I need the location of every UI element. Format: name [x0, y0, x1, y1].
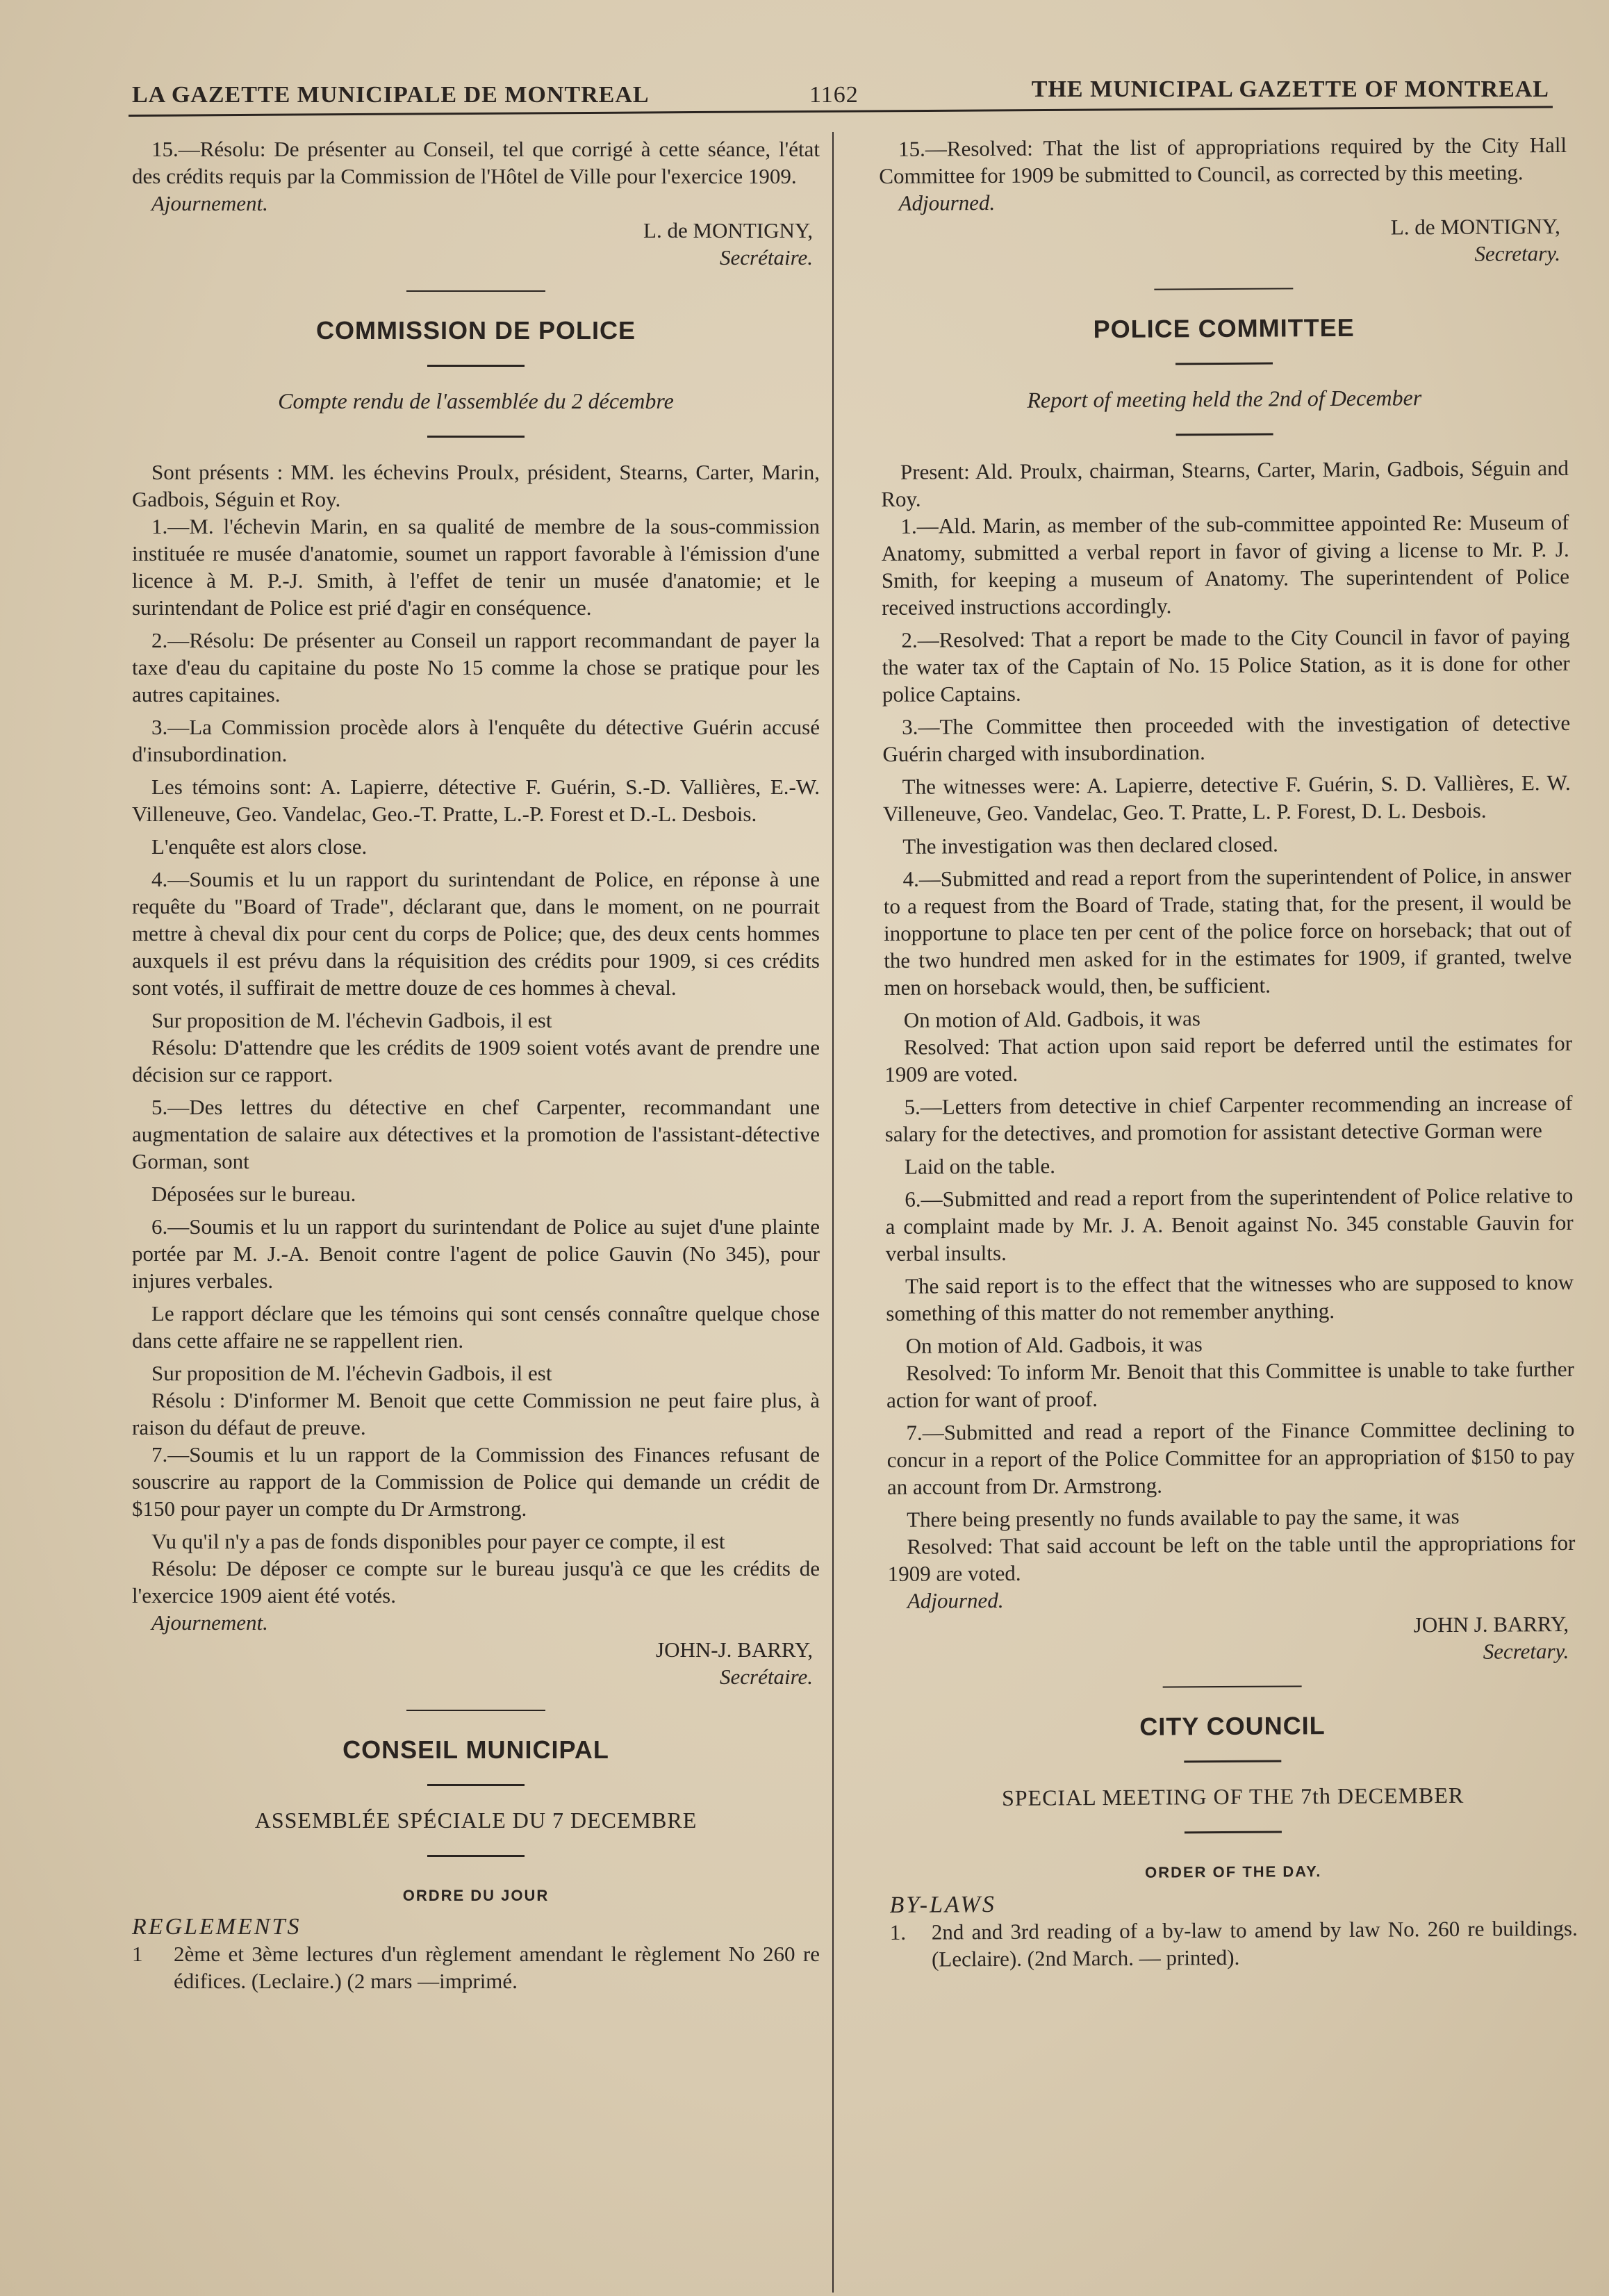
fr-item-5: 5.—Des lettres du détective en chef Carpenter, recommandant une augmentation de salaire aux détectives et la promotion de l'assistant-détective Gorman, sont	[132, 1095, 820, 1173]
fr-divider-5	[427, 1784, 525, 1786]
fr-item-4-motion: Sur proposition de M. l'échevin Gadbois, il est	[151, 1008, 552, 1032]
page-header	[132, 76, 1549, 124]
en-item-6: 6.—Submitted and read a report from the superintendent of Police relative to a complaint made by Mr. J. A. Benoit against No. 345 constable Gauvin for verbal insults.	[885, 1182, 1574, 1266]
en-divider-1	[1154, 288, 1293, 290]
fr-adjournment-1: Ajournement.	[151, 191, 268, 215]
en-item-5: 5.—Letters from detective in chief Carpenter recommending an increase of salary for the detectives, and promotion for assistant detective Gorman were	[884, 1090, 1573, 1146]
en-police-subtitle: Report of meeting held the 2nd of December	[1027, 385, 1422, 413]
en-item-7: 7.—Submitted and read a report of the Finance Committee declining to concur in a report of the Police Committee for an appropriation of $150 to pay an account from Dr. Armstrong.	[886, 1416, 1575, 1499]
fr-order-of-day: ORDRE DU JOUR	[402, 1887, 550, 1904]
fr-item-6-motion: Sur proposition de M. l'échevin Gadbois, il est	[151, 1361, 552, 1385]
en-signature-2-title: Secretary.	[1483, 1638, 1569, 1664]
fr-signature-1-title: Secrétaire.	[720, 245, 813, 270]
english-column	[879, 131, 1578, 1973]
fr-item-3-witnesses: Les témoins sont: A. Lapierre, détective F. Guérin, S.-D. Vallières, E.-W. Villeneuve, Geo. Vandelac, Geo.-T. Pratte, L.-P. Forest et D.-L. Desbois.	[132, 775, 820, 826]
en-council-subtitle: SPECIAL MEETING OF THE 7th DECEMBER	[1001, 1782, 1464, 1810]
fr-police-title: COMMISSION DE POLICE	[315, 316, 636, 345]
fr-item-4: 4.—Soumis et lu un rapport du surintendant de Police, en réponse à une requête du "Board of Trade", déclarant que, dans le moment, on ne pourrait mettre à cheval dix pour cent du corps de Police; que, des deux cents hommes auxquels il est prévu dans la réquisition des crédits pour 1909, si ces crédits sont votés, il suffirait de mettre douze de ces hommes à cheval.	[132, 867, 820, 1000]
fr-item-3: 3.—La Commission procède alors à l'enquête du détective Guérin accusé d'insubordination.	[132, 715, 820, 766]
en-signature-1-name: L. de MONTIGNY,	[1390, 214, 1560, 240]
en-item-5-table: Laid on the table.	[904, 1153, 1056, 1179]
fr-item-1: 1.—M. l'échevin Marin, en sa qualité de membre de la sous-commission instituée re musée d'anatomie, soumet un rapport favorable à l'émission d'une licence à M. P.-J. Smith, à l'effet de tenir un musée d'anatomie; et le surintendant de Police est prié d'agir en conséquence.	[132, 514, 820, 620]
en-adjournment-1: Adjourned.	[898, 190, 996, 215]
en-item-6-motion: On motion of Ald. Gadbois, it was	[905, 1332, 1203, 1358]
fr-item-7-funds: Vu qu'il n'y a pas de fonds disponibles pour payer ce compte, il est	[151, 1529, 725, 1553]
en-item-7-funds: There being presently no funds available to pay the same, it was	[907, 1503, 1460, 1532]
fr-divider-1	[406, 290, 545, 292]
en-item-15: 15.—Resolved: That the list of appropriations required by the City Hall Committee for 1909 be submitted to Council, as corrected by this meeting.	[879, 132, 1567, 188]
fr-divider-3	[427, 436, 525, 438]
en-police-title: POLICE COMMITTEE	[1093, 313, 1355, 344]
fr-signature-1-name: L. de MONTIGNY,	[643, 218, 813, 242]
fr-item-3-closed: L'enquête est alors close.	[151, 834, 368, 859]
en-present: Present: Ald. Proulx, chairman, Stearns, Carter, Marin, Gadbois, Séguin and Roy.	[881, 455, 1569, 511]
fr-divider-6	[427, 1855, 525, 1857]
en-item-2: 2.—Resolved: That a report be made to the City Council in favor of paying the water tax of the Captain of No. 15 Police Station, as it is done for other police Captains.	[882, 623, 1570, 707]
en-bylaw-number: 1.	[889, 1919, 907, 1944]
fr-bylaw-number: 1	[132, 1942, 143, 1966]
en-bylaws-heading: BY-LAWS	[889, 1892, 996, 1918]
fr-signature-2-title: Secrétaire.	[720, 1665, 813, 1689]
fr-item-6-resolution: Résolu : D'informer M. Benoit que cette Commission ne peut faire plus, à raison du défaut de preuve.	[132, 1388, 820, 1439]
header-right-title: THE MUNICIPAL GAZETTE OF MONTREAL	[1031, 76, 1549, 102]
en-item-3: 3.—The Committee then proceeded with the investigation of detective Guérin charged with insubordination.	[882, 710, 1571, 766]
fr-item-7: 7.—Soumis et lu un rapport de la Commission des Finances refusant de souscrire au rapport de la Commission de Police qui demande un crédit de $150 pour payer un compte du Dr Armstrong.	[132, 1442, 820, 1521]
en-item-4: 4.—Submitted and read a report from the superintendent of Police, in answer to a request from the Board of Trade, stating that, for the present, il would be inopportune to place ten per cent of the police force on horseback; that out of the two hundred men asked for in the estimates for 1909, if granted, twelve men on horseback would, then, be sufficient.	[883, 862, 1572, 1000]
en-item-3-witnesses: The witnesses were: A. Lapierre, detective F. Guérin, S. D. Vallières, E. W. Villeneuve, Geo. Vandelac, Geo. T. Pratte, L. P. Forest, D. L. Desbois.	[882, 770, 1571, 826]
fr-police-subtitle: Compte rendu de l'assemblée du 2 décembre	[278, 388, 674, 413]
en-item-4-resolution: Resolved: That action upon said report be deferred until the estimates for 1909 are voted.	[884, 1030, 1573, 1087]
en-item-7-resolution: Resolved: That said account be left on the table until the appropriations for 1909 are voted.	[887, 1530, 1576, 1586]
fr-item-6: 6.—Soumis et lu un rapport du surintendant de Police au sujet d'une plainte portée par M. J.-A. Benoit contre l'agent de police Gauvin (No 345), pour injures verbales.	[132, 1214, 820, 1293]
en-divider-6	[1185, 1831, 1282, 1834]
fr-item-6-report: Le rapport déclare que les témoins qui sont censés connaître quelque chose dans cette affaire ne se rappellent rien.	[132, 1301, 820, 1353]
fr-council-title: CONSEIL MUNICIPAL	[343, 1735, 609, 1764]
fr-item-2: 2.—Résolu: De présenter au Conseil un rapport recommandant de payer la taxe d'eau du capitaine du poste No 15 comme la chose se pratique pour les autres capitaines.	[132, 628, 820, 707]
column-separator	[832, 132, 834, 2293]
en-divider-4	[1163, 1685, 1302, 1687]
fr-item-4-resolution: Résolu: D'attendre que les crédits de 1909 soient votés avant de prendre une décision sur ce rapport.	[132, 1035, 820, 1087]
en-item-3-closed: The investigation was then declared closed.	[902, 832, 1278, 859]
en-council-title: CITY COUNCIL	[1139, 1711, 1326, 1741]
fr-signature-2-name: JOHN-J. BARRY,	[656, 1637, 813, 1662]
fr-item-7-resolution: Résolu: De déposer ce compte sur le bureau jusqu'à ce que les crédits de l'exercice 1909 aient été votés.	[132, 1556, 820, 1608]
fr-item-5-table: Déposées sur le bureau.	[151, 1182, 356, 1206]
en-adjournment-2: Adjourned.	[907, 1587, 1004, 1613]
en-item-6-resolution: Resolved: To inform Mr. Benoit that this Committee is unable to take further action for want of proof.	[886, 1356, 1574, 1412]
fr-bylaw-text: 2ème et 3ème lectures d'un règlement amendant le règlement No 260 re édifices. (Leclaire.) (2 mars —imprimé.	[174, 1942, 820, 1993]
fr-divider-4	[406, 1710, 545, 1711]
en-bylaw-item	[890, 1915, 1578, 1973]
en-item-6-report: The said report is to the effect that the witnesses who are supposed to know something of this matter do not remember anything.	[886, 1269, 1574, 1325]
en-bylaw-text: 2nd and 3rd reading of a by-law to amend by law No. 260 re buildings. (Leclaire). (2nd March. — printed).	[931, 1915, 1578, 1972]
fr-item-15: 15.—Résolu: De présenter au Conseil, tel que corrigé à cette séance, l'état des crédits requis par la Commission de l'Hôtel de Ville pour l'exercice 1909.	[132, 137, 820, 188]
fr-divider-2	[427, 365, 525, 367]
fr-bylaws-heading: REGLEMENTS	[132, 1914, 302, 1940]
header-left-title: LA GAZETTE MUNICIPALE DE MONTREAL	[132, 82, 650, 108]
fr-bylaw-item	[132, 1940, 820, 1994]
en-divider-5	[1184, 1760, 1281, 1763]
french-column	[132, 135, 820, 1994]
en-divider-2	[1175, 363, 1273, 365]
en-signature-1-title: Secretary.	[1474, 241, 1561, 266]
en-item-4-motion: On motion of Ald. Gadbois, it was	[903, 1006, 1200, 1032]
fr-present: Sont présents : MM. les échevins Proulx, président, Stearns, Carter, Marin, Gadbois, Séguin et Roy.	[132, 460, 820, 511]
page-number: 1162	[809, 82, 859, 108]
en-order-of-day: ORDER OF THE DAY.	[1144, 1863, 1322, 1881]
fr-council-subtitle: ASSEMBLÉE SPÉCIALE DU 7 DECEMBRE	[254, 1808, 698, 1833]
en-divider-3	[1176, 433, 1273, 436]
en-signature-2-name: JOHN J. BARRY,	[1413, 1611, 1569, 1637]
fr-adjournment-2: Ajournement.	[151, 1610, 268, 1635]
en-item-1: 1.—Ald. Marin, as member of the sub-committee appointed Re: Museum of Anatomy, submitted a verbal report in favor of giving a license to Mr. P. J. Smith, for keeping a museum of Anatomy. The superintendent of Police received instructions accordingly.	[881, 509, 1570, 620]
